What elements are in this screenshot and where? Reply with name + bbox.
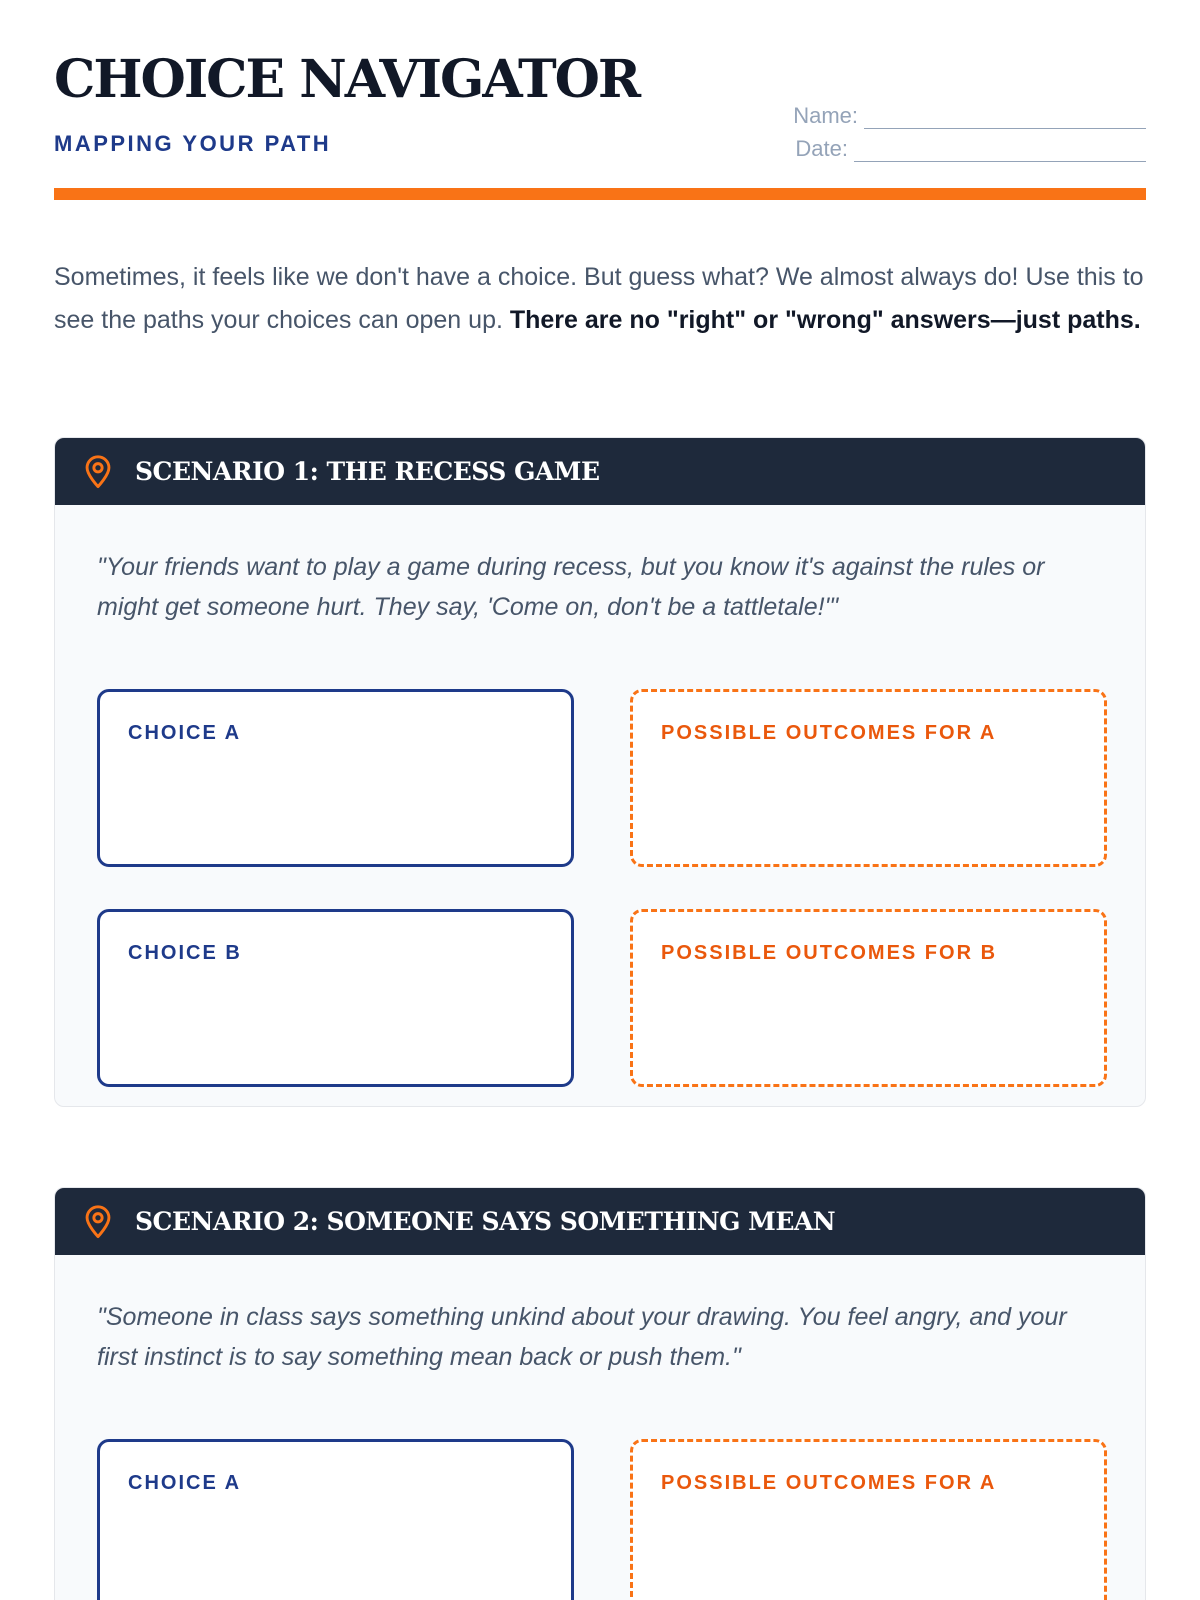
header-divider: [54, 188, 1146, 200]
choice-a-label: CHOICE A: [128, 1472, 242, 1494]
scenario-body: [55, 505, 1145, 1087]
choice-a-box[interactable]: [97, 689, 574, 867]
intro-emphasis: There are no "right" or "wrong" answers—just paths.: [509, 306, 1141, 334]
outcome-a-label: POSSIBLE OUTCOMES FOR A: [661, 1472, 997, 1494]
outcome-b-label: POSSIBLE OUTCOMES FOR B: [661, 942, 998, 964]
choice-grid: [97, 689, 1103, 1087]
scenario-title: SCENARIO 2: SOMEONE SAYS SOMETHING MEAN: [135, 1207, 836, 1236]
page-title: CHOICE NAVIGATOR: [54, 49, 640, 110]
intro-text: Sometimes, it feels like we don't have a choice. But guess what? We almost always do! Use this to see the paths your choices can open up.: [54, 263, 1144, 334]
scenario-card-1: [54, 437, 1146, 1107]
choice-b-box[interactable]: [97, 909, 574, 1087]
choice-grid: [97, 1439, 1103, 1600]
choice-a-label: CHOICE A: [128, 722, 242, 744]
map-pin-icon: [83, 1205, 113, 1239]
outcome-b-box[interactable]: [630, 909, 1107, 1087]
name-row: [776, 96, 1146, 129]
outcome-a-box[interactable]: [630, 1439, 1107, 1600]
name-date-fields: [776, 96, 1146, 162]
date-field[interactable]: [854, 140, 1146, 162]
date-label: Date:: [795, 136, 848, 161]
scenario-body: [55, 1255, 1145, 1600]
date-row: [776, 129, 1146, 162]
page-subtitle: MAPPING YOUR PATH: [54, 131, 332, 156]
scenario-title: SCENARIO 1: THE RECESS GAME: [135, 457, 600, 486]
choice-b-label: CHOICE B: [128, 942, 242, 964]
map-pin-icon: [83, 455, 113, 489]
scenario-card-2: [54, 1187, 1146, 1600]
header: [54, 0, 1146, 200]
outcome-a-label: POSSIBLE OUTCOMES FOR A: [661, 722, 997, 744]
intro-paragraph: [54, 256, 1146, 342]
scenario-header: [55, 438, 1145, 505]
outcome-a-box[interactable]: [630, 689, 1107, 867]
name-label: Name:: [793, 103, 858, 128]
scenario-header: [55, 1188, 1145, 1255]
scenario-quote: "Your friends want to play a game during recess, but you know it's against the rules or might get someone hurt. They say, 'Come on, don't be a tattletale!'": [97, 553, 1045, 621]
name-field[interactable]: [864, 107, 1146, 129]
scenario-quote: "Someone in class says something unkind about your drawing. You feel angry, and your first instinct is to say something mean back or push them.": [97, 1303, 1067, 1371]
choice-a-box[interactable]: [97, 1439, 574, 1600]
